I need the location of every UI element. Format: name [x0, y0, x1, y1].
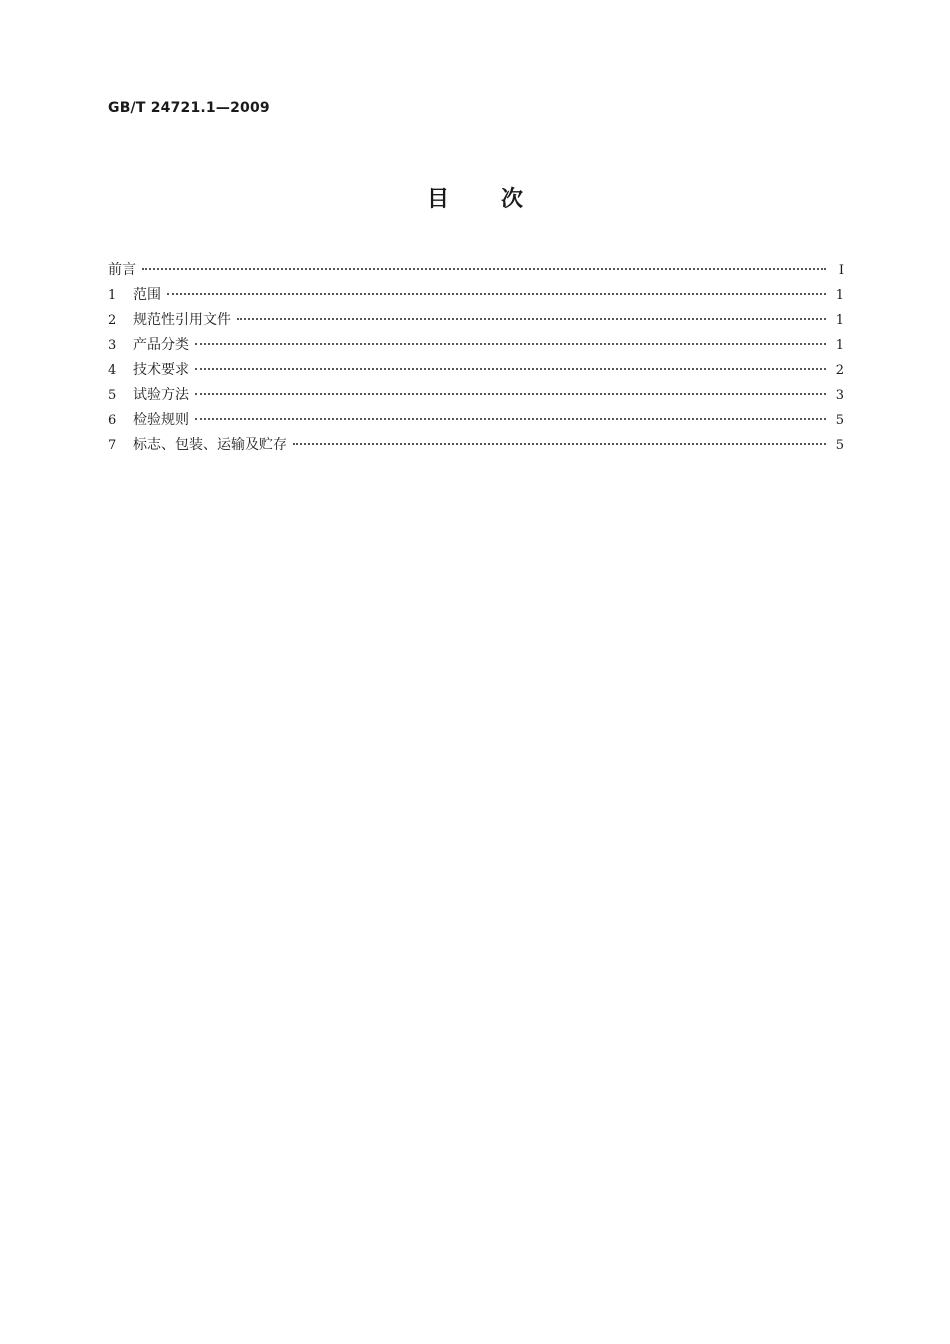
toc-dot-leader [167, 293, 826, 295]
standard-code: GB/T 24721.1—2009 [108, 100, 270, 116]
toc-entry-number: 4 [108, 363, 117, 378]
toc-entry-page: Ⅰ [838, 263, 844, 278]
table-of-contents [108, 260, 844, 460]
toc-entry-classification[interactable] [108, 335, 844, 360]
toc-entry-number: 7 [108, 438, 117, 453]
toc-entry-requirements[interactable] [108, 360, 844, 385]
toc-dot-leader [237, 318, 826, 320]
toc-entry-marking-packaging[interactable] [108, 435, 844, 460]
toc-dot-leader [195, 393, 826, 395]
toc-entry-page: 1 [835, 288, 844, 303]
toc-entry-label: 前言 [108, 262, 136, 278]
toc-entry-number: 3 [108, 338, 117, 353]
page-title: 目次 [426, 187, 575, 212]
toc-entry-foreword[interactable] [108, 260, 844, 285]
toc-entry-page: 5 [835, 438, 844, 453]
toc-entry-label: 检验规则 [133, 412, 189, 428]
toc-entry-test-methods[interactable] [108, 385, 844, 410]
toc-entry-page: 1 [835, 313, 844, 328]
toc-entry-normative-references[interactable] [108, 310, 844, 335]
toc-entry-number: 6 [108, 413, 117, 428]
toc-entry-label: 技术要求 [133, 362, 189, 378]
toc-entry-number: 2 [108, 313, 117, 328]
toc-entry-page: 1 [835, 338, 844, 353]
toc-entry-number: 5 [108, 388, 117, 403]
toc-entry-page: 5 [835, 413, 844, 428]
toc-entry-label: 产品分类 [133, 337, 189, 353]
toc-entry-scope[interactable] [108, 285, 844, 310]
toc-entry-label: 范围 [133, 287, 161, 303]
toc-entry-inspection-rules[interactable] [108, 410, 844, 435]
toc-dot-leader [195, 418, 826, 420]
toc-dot-leader [195, 368, 826, 370]
toc-entry-label: 标志、包装、运输及贮存 [133, 437, 287, 453]
toc-entry-label: 试验方法 [133, 387, 189, 403]
toc-entry-number: 1 [108, 288, 117, 303]
toc-entry-page: 2 [835, 363, 844, 378]
toc-dot-leader [293, 443, 826, 445]
toc-entry-label: 规范性引用文件 [133, 312, 231, 328]
toc-dot-leader [142, 268, 826, 270]
toc-entry-page: 3 [835, 388, 844, 403]
toc-dot-leader [195, 343, 826, 345]
